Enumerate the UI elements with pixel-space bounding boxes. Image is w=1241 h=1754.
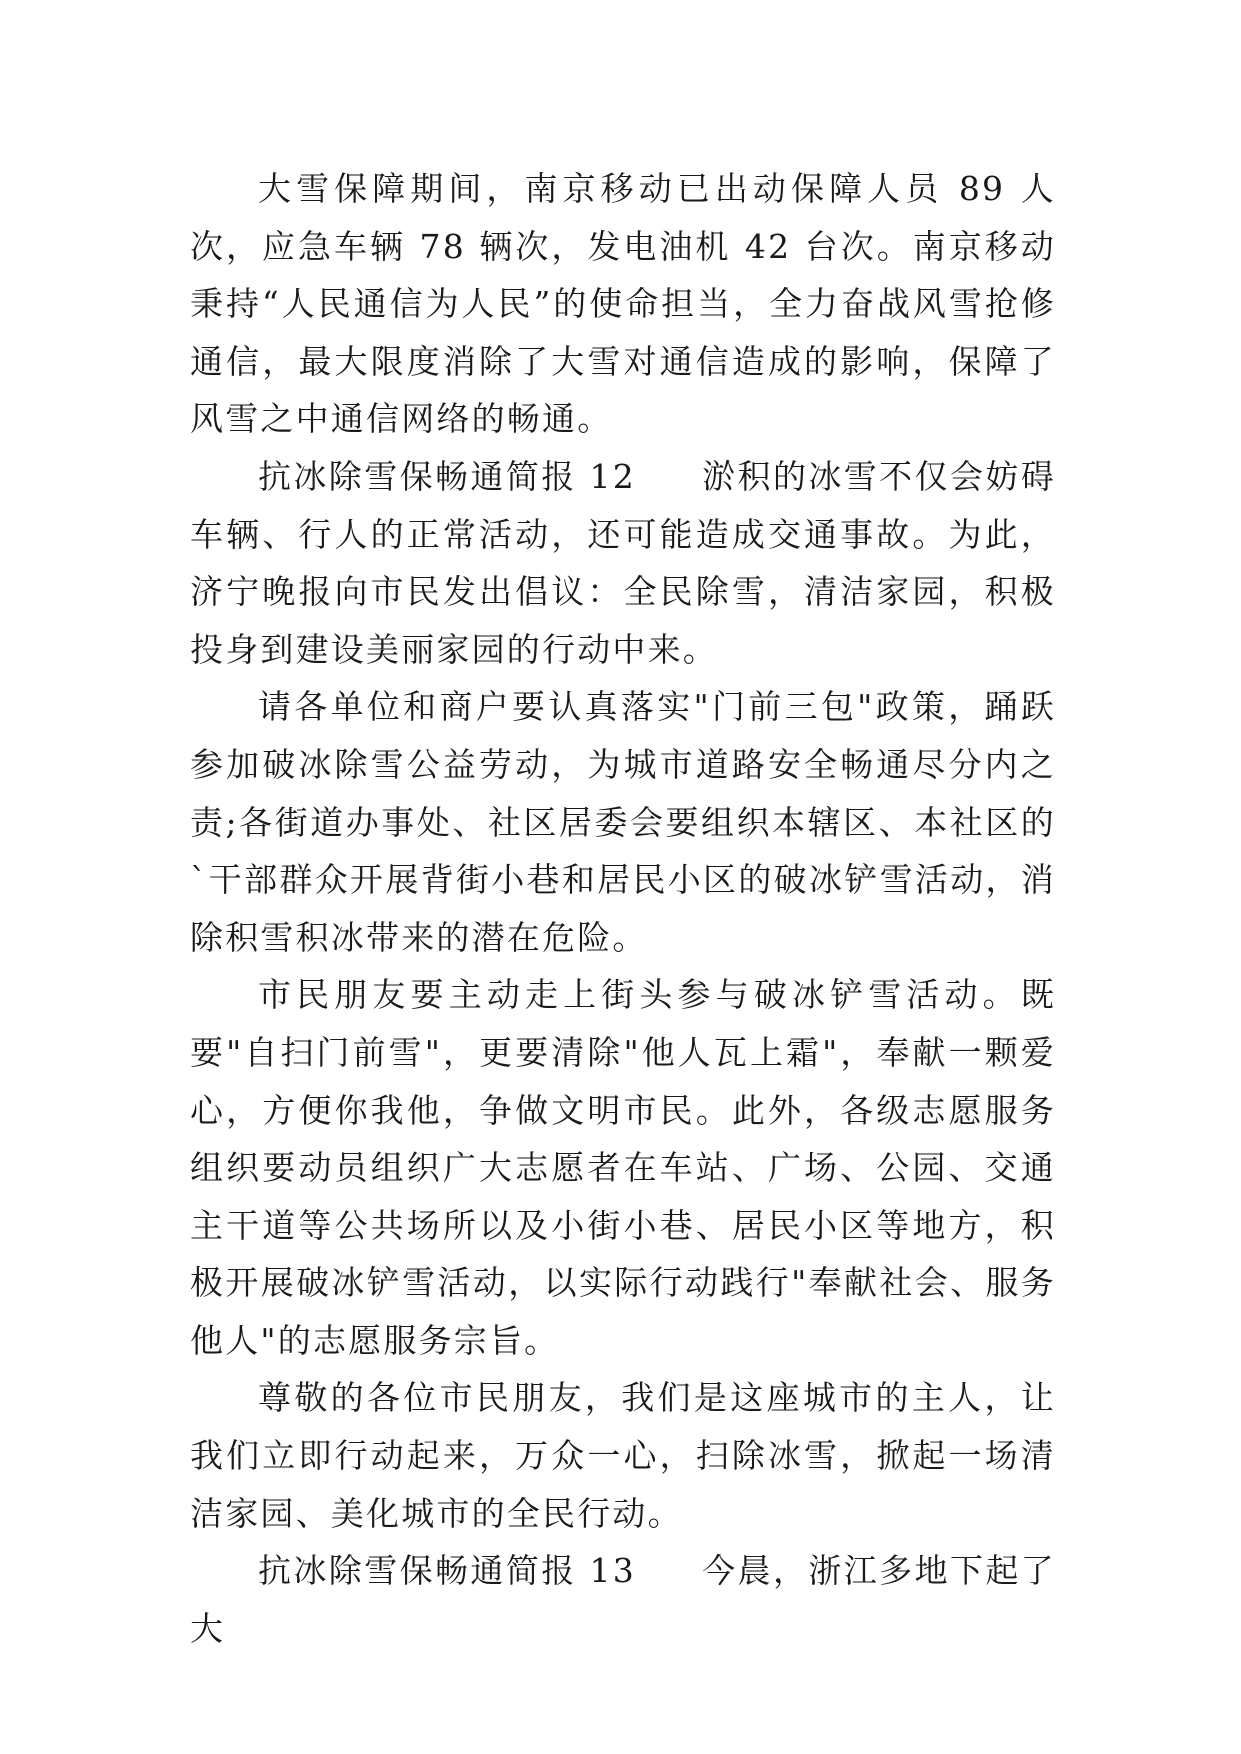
paragraph-text: 大雪保障期间，南京移动已出动保障人员 89 人次，应急车辆 78 辆次，发电油机 42 台次。南京移动秉持“人民通信为人民”的使命担当，全力奋战风雪抢修通信，最大限度消除了大雪对通信造成的影响，保障了风雪之中通信网络的畅通。 — [190, 169, 1056, 439]
paragraph-appeal — [190, 1369, 1056, 1542]
paragraph-text: 尊敬的各位市民朋友，我们是这座城市的主人，让我们立即行动起来，万众一心，扫除冰雪，掀起一场清洁家园、美化城市的全民行动。 — [190, 1378, 1056, 1533]
paragraph-text: 市民朋友要主动走上街头参与破冰铲雪活动。既要"自扫门前雪"，更要清除"他人瓦上霜"，奉献一颗爱心，方便你我他，争做文明市民。此外，各级志愿服务组织要动员组织广大志愿者在车站、广场、公园、交通主干道等公共场所以及小街小巷、居民小区等地方，积极开展破冰铲雪活动，以实际行动践行"奉献社会、服务他人"的志愿服务宗旨。 — [190, 975, 1056, 1360]
paragraph-bulletin-13 — [190, 1542, 1056, 1657]
bulletin-heading: 抗冰除雪保畅通简报 13 — [258, 1551, 636, 1591]
paragraph-bulletin-12 — [190, 448, 1056, 678]
paragraph-text: 淤积的冰雪不仅会妨碍车辆、行人的正常活动，还可能造成交通事故。为此，济宁晚报向市民发出倡议：全民除雪，清洁家园，积极投身到建设美丽家园的行动中来。 — [190, 456, 1056, 669]
bulletin-heading: 抗冰除雪保畅通简报 12 — [258, 456, 636, 496]
paragraph-units-merchants — [190, 678, 1056, 966]
paragraph-text: 请各单位和商户要认真落实"门前三包"政策，踊跃参加破冰除雪公益劳动，为城市道路安全畅通尽分内之责;各街道办事处、社区居委会要组织本辖区、本社区的`干部群众开展背街小巷和居民小区的破冰铲雪活动，消除积雪积冰带来的潜在危险。 — [190, 687, 1056, 957]
paragraph-text: 今晨，浙江多地下起了大 — [190, 1551, 1056, 1648]
body-text — [190, 160, 1056, 1657]
paragraph-citizens — [190, 966, 1056, 1369]
paragraph-mobile-support — [190, 160, 1056, 448]
